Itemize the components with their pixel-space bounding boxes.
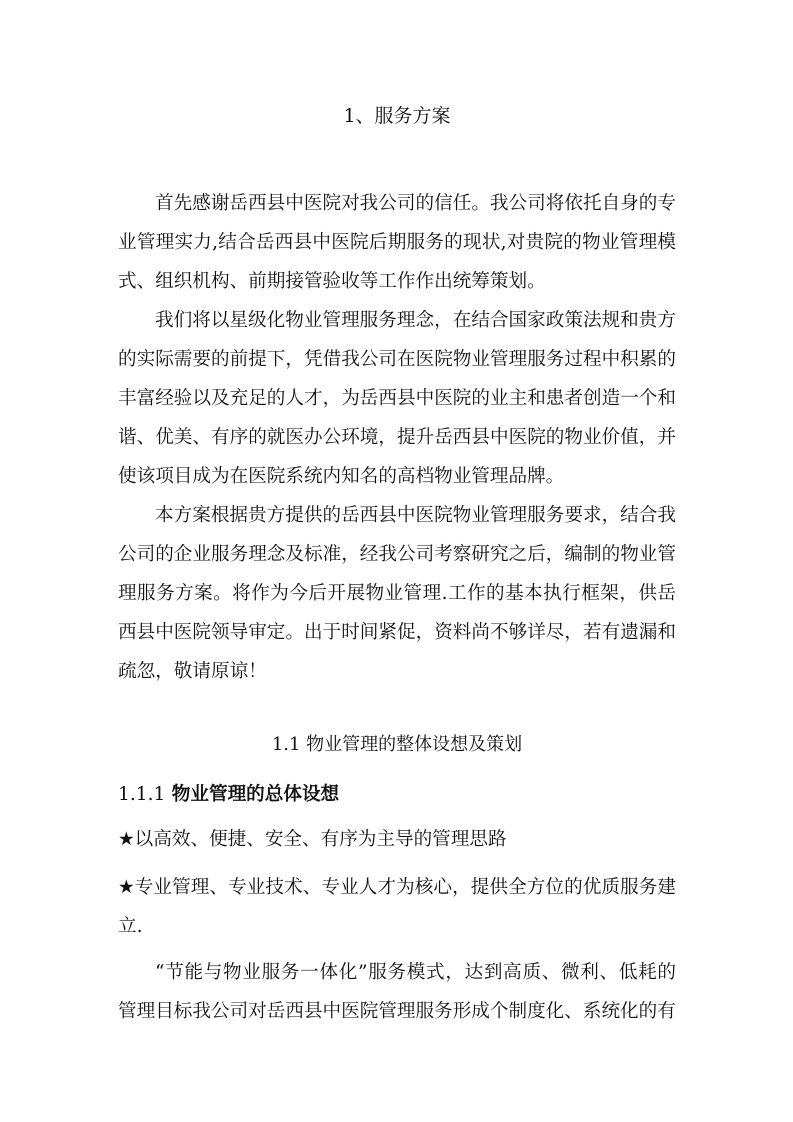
closing-paragraph: “节能与物业服务一体化”服务模式，达到高质、微利、低耗的管理目标我公司对岳西县中医院管理服务形成个制度化、系统化的有 — [118, 962, 676, 1022]
bullet-text: 专业管理、专业技术、专业人才为核心，提供全方位的优质服务建立. — [118, 877, 676, 937]
subsection-title: 物业管理的总体设想 — [171, 784, 340, 805]
plan-basis-paragraph: 本方案根据贵方提供的岳西县中医院物业管理服务要求，结合我公司的企业服务理念及标准，经我公司考察研究之后，编制的物业管理服务方案。将作为今后开展物业管理.工作的基本执行框架，供岳西县中医院领导审定。出于时间紧促，资料尚不够详尽，若有遗漏和疏忽，敬请原谅！ — [118, 505, 676, 682]
service-philosophy-paragraph: 我们将以星级化物业管理服务理念，在结合国家政策法规和贵方的实际需要的前提下，凭借我公司在医院物业管理服务过程中积累的丰富经验以及充足的人才，为岳西县中医院的业主和患者创造一个和谐、优美、有序的就医办公环境，提升岳西县中医院的物业价值，并使该项目成为在医院系统内知名的高档物业管理品牌。 — [118, 310, 676, 487]
star-icon: ★ — [118, 829, 135, 850]
bullet-text: 以高效、便捷、安全、有序为主导的管理思路 — [134, 829, 507, 850]
bullet-item — [118, 868, 676, 946]
subsection-heading — [118, 782, 339, 808]
intro-paragraph: 首先感谢岳西县中医院对我公司的信任。我公司将依托自身的专业管理实力,结合岳西县中医院后期服务的现状,对贵院的物业管理模式、组织机构、前期接管验收等工作作出统筹策划。 — [118, 193, 676, 292]
subsection-number: 1.1.1 — [118, 784, 166, 805]
section-heading: 1.1 物业管理的整体设想及策划 — [271, 734, 523, 755]
star-icon: ★ — [118, 877, 135, 898]
document-title: 1、服务方案 — [343, 105, 451, 127]
bullet-item — [118, 820, 676, 859]
